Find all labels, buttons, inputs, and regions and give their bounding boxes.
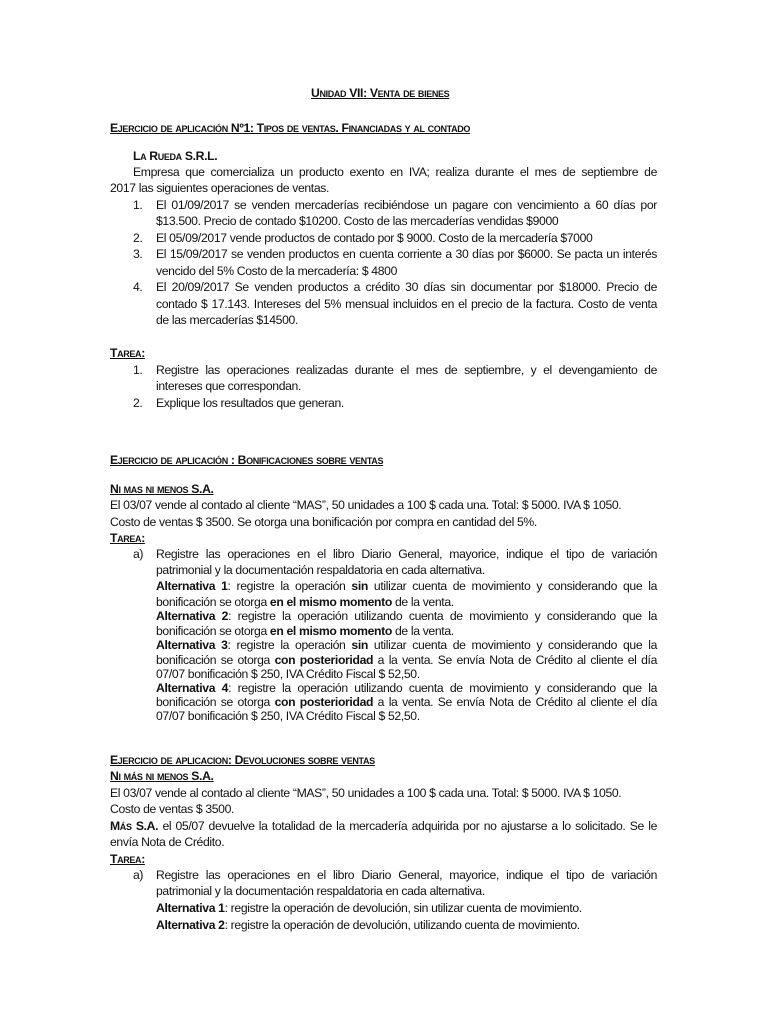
task-line: Explique los resultados que generan.: [156, 396, 344, 410]
list-item-number: 1.: [133, 198, 143, 212]
task-line: patrimonial y la documentación respaldatoria en cada alternativa.: [156, 563, 485, 577]
list-item-line: vencido del 5% Costo de la mercadería: $ 4800: [156, 264, 398, 278]
list-item-line: El 20/09/2017 Se venden productos a crédito 30 días sin documentar por $18000. Precio de: [156, 280, 657, 294]
exercise-1-intro-line-2: 2017 las siguientes operaciones de ventas.: [110, 181, 330, 195]
alternative-2-line-2: bonificación se otorga en el mismo momento de la venta.: [156, 624, 454, 638]
task-line: intereses que correspondan.: [156, 379, 302, 393]
alternative-3-line-3: 07/07 bonificación $ 250, IVA Crédito Fiscal $ 52,50.: [156, 667, 420, 681]
task-letter: a): [133, 868, 144, 882]
alternative-3-line-2: bonificación se otorga con posterioridad a la venta. Se envía Nota de Crédito al cliente el día: [156, 653, 657, 667]
task-line: Registre las operaciones en el libro Diario General, mayorice, indique el tipo de variación: [156, 868, 657, 882]
exercise-2-company: Ni mas ni menos S.A.: [110, 482, 214, 496]
task-number: 1.: [133, 363, 143, 377]
exercise-2-paragraph: Costo de ventas $ 3500. Se otorga una bonificación por compra en cantidad del 5%.: [110, 515, 537, 529]
alternative-2-line: Alternativa 2: registre la operación de devolución, utilizando cuenta de movimiento.: [156, 918, 580, 932]
task-number: 2.: [133, 396, 143, 410]
exercise-3-paragraph: Más S.A. el 05/07 devuelve la totalidad de la mercadería adquirida por no ajustarse a lo solicitado. Se le: [110, 819, 657, 833]
list-item-line: El 01/09/2017 se venden mercaderías recibiéndose un pagare con vencimiento a 60 días por: [156, 198, 657, 212]
alternative-1-line-1: Alternativa 1: registre la operación sin utilizar cuenta de movimiento y considerando que la: [156, 579, 657, 593]
alternative-4-line-3: 07/07 bonificación $ 250, IVA Crédito Fiscal $ 52,50.: [156, 709, 420, 723]
alternative-1-line: Alternativa 1: registre la operación de devolución, sin utilizar cuenta de movimiento.: [156, 901, 582, 915]
exercise-3-paragraph: Costo de ventas $ 3500.: [110, 802, 235, 816]
list-item-line: contado $ 17.143. Intereses del 5% mensual incluidos en el precio de la factura. Costo de venta: [156, 297, 657, 311]
exercise-1-heading: Ejercicio de aplicación Nº1: Tipos de ventas. Financiadas y al contado: [110, 121, 471, 135]
task-line: Registre las operaciones realizadas durante el mes de septiembre, y el devengamiento de: [156, 363, 657, 377]
exercise-3-heading: Ejercicio de aplicacion: Devoluciones sobre ventas: [110, 753, 375, 767]
alternative-1-line-2: bonificación se otorga en el mismo momento de la venta.: [156, 595, 454, 609]
exercise-2-task-label: Tarea:: [110, 531, 145, 545]
exercise-1-task-label: Tarea:: [110, 346, 145, 360]
exercise-3-company: Ni más ni menos S.A.: [110, 769, 214, 783]
list-item-line: El 05/09/2017 vende productos de contado por $ 9000. Costo de la mercadería $7000: [156, 231, 593, 245]
list-item-number: 2.: [133, 231, 143, 245]
list-item-line: El 15/09/2017 se venden productos en cuenta corriente a 30 días por $6000. Se pacta un interés: [156, 247, 657, 261]
list-item-number: 4.: [133, 280, 143, 294]
exercise-2-heading: Ejercicio de aplicación : Bonificaciones sobre ventas: [110, 453, 384, 467]
exercise-1-company: La Rueda S.R.L.: [133, 149, 218, 163]
alternative-4-line-1: Alternativa 4: registre la operación utilizando cuenta de movimiento y considerando que la: [156, 681, 657, 695]
exercise-3-paragraph: El 03/07 vende al contado al cliente “MAS”, 50 unidades a 100 $ cada una. Total: $ 5000. IVA $ 1050.: [110, 786, 622, 800]
task-letter: a): [133, 547, 144, 561]
alternative-4-line-2: bonificación se otorga con posterioridad a la venta. Se envía Nota de Crédito al cliente el día: [156, 695, 657, 709]
task-line: patrimonial y la documentación respaldatoria en cada alternativa.: [156, 884, 485, 898]
list-item-line: de las mercaderías $14500.: [156, 313, 298, 327]
exercise-3-task-label: Tarea:: [110, 852, 145, 866]
page-title: Unidad VII: Venta de bienes: [311, 86, 450, 100]
task-line: Registre las operaciones en el libro Diario General, mayorice, indique el tipo de variación: [156, 547, 657, 561]
exercise-3-paragraph: envía Nota de Crédito.: [110, 835, 225, 849]
alternative-3-line-1: Alternativa 3: registre la operación sin utilizar cuenta de movimiento y considerando que la: [156, 638, 657, 652]
list-item-number: 3.: [133, 247, 143, 261]
exercise-1-intro-line-1: Empresa que comercializa un producto exento en IVA; realiza durante el mes de septiembre de: [133, 165, 657, 179]
alternative-2-line-1: Alternativa 2: registre la operación utilizando cuenta de movimiento y considerando que la: [156, 609, 657, 623]
exercise-2-paragraph: El 03/07 vende al contado al cliente “MAS”, 50 unidades a 100 $ cada una. Total: $ 5000. IVA $ 1050.: [110, 498, 622, 512]
list-item-line: $13.500. Precio de contado $10200. Costo de las mercaderías vendidas $9000: [156, 214, 559, 228]
